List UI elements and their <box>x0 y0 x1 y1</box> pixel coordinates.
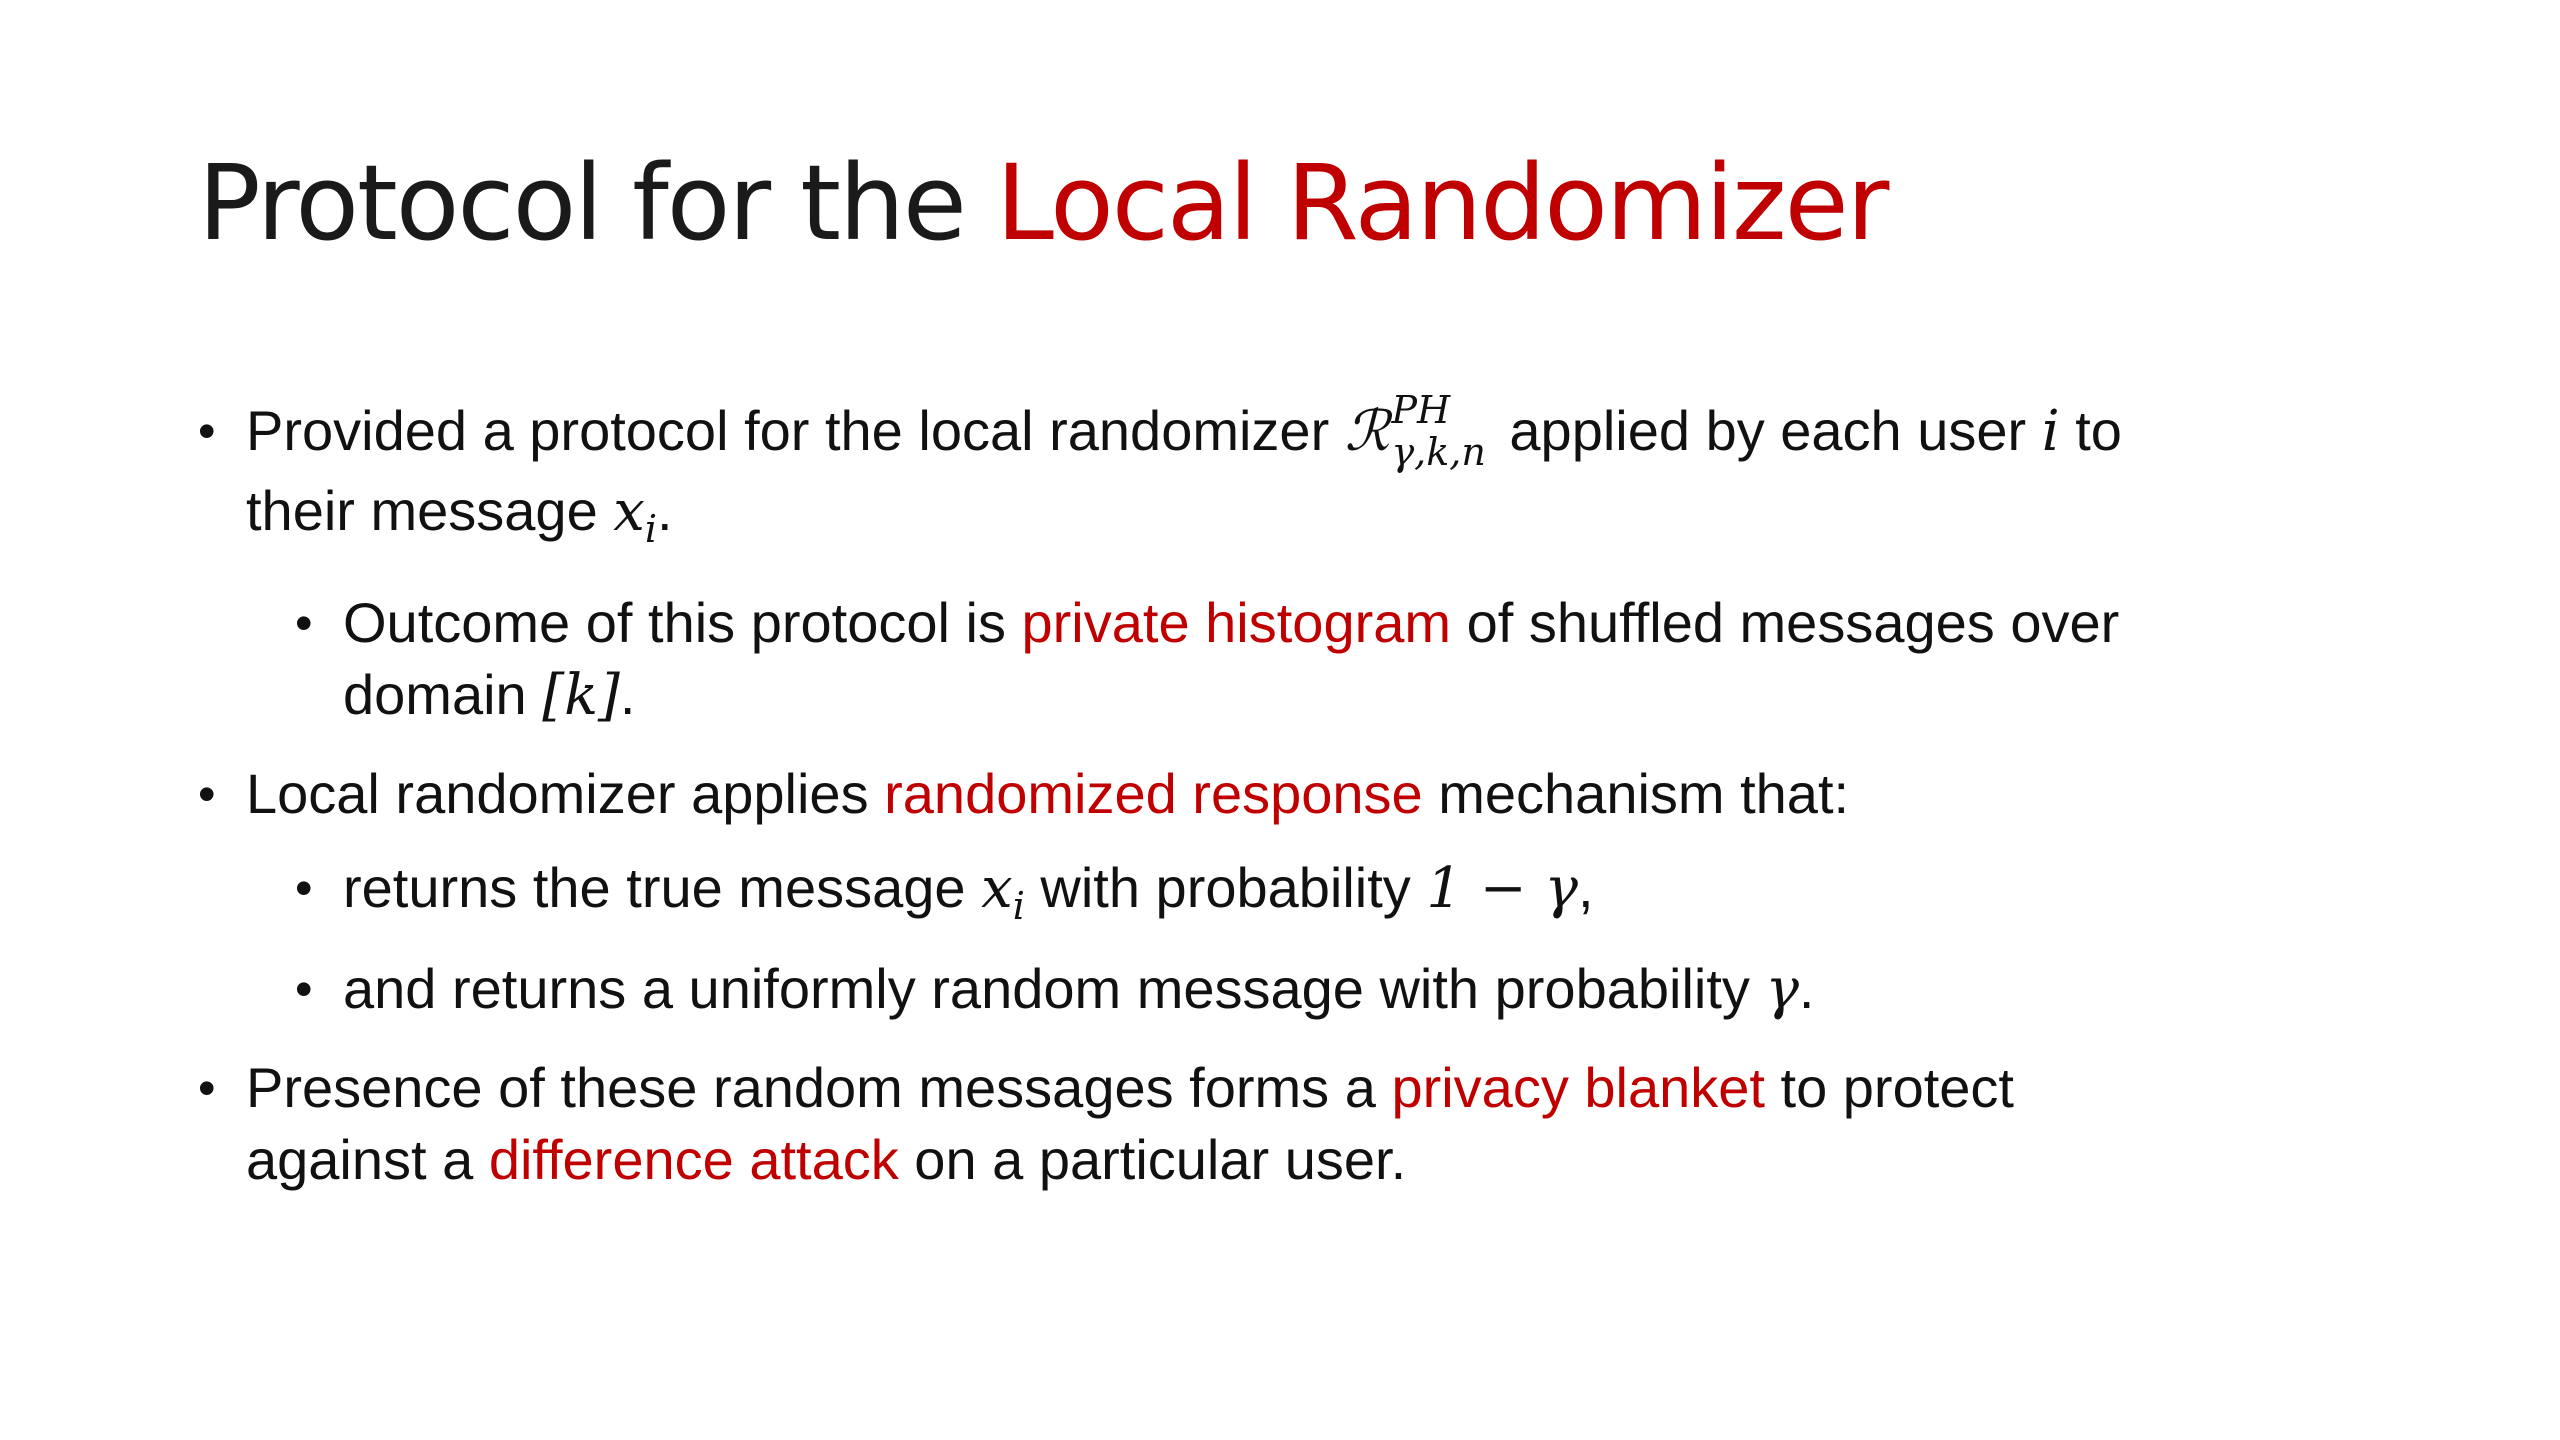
bullet-marker: • <box>198 766 216 823</box>
math-domain: [k] <box>542 663 620 729</box>
bullet-text: Local randomizer applies <box>246 762 885 826</box>
bullet-text: Presence of these random messages forms a <box>246 1055 1392 1119</box>
accent-private-histogram: private histogram <box>1021 591 1452 655</box>
bullet-text: . <box>657 479 673 543</box>
bullet-marker: • <box>198 403 216 459</box>
bullet-text: mechanism that: <box>1422 762 1850 826</box>
accent-privacy-blanket: privacy blanket <box>1391 1055 1765 1119</box>
bullet-text: of shuffled messages over domain <box>343 591 2120 727</box>
bullet-marker: • <box>198 1059 216 1116</box>
math-x-subscript: i <box>1012 884 1025 929</box>
bullet-text: with probability <box>1024 856 1427 920</box>
bullet-text: Outcome of this protocol is <box>343 591 1022 655</box>
title-plain: Protocol for the <box>198 142 996 264</box>
randomizer-subscript: γ,k,n <box>1391 430 1486 475</box>
bullet-text: Provided a protocol for the local randomizer <box>246 399 1345 462</box>
math-gamma: γ <box>1765 956 1799 1022</box>
sub-bullet-random-message <box>295 953 2198 1026</box>
accent-difference-attack: difference attack <box>488 1127 899 1191</box>
sub-bullet-true-message <box>295 852 2198 942</box>
bullet-list <box>198 388 2198 1218</box>
bullet-marker: • <box>295 860 313 917</box>
bullet-text: to protect against a <box>246 1055 2014 1191</box>
randomizer-symbol: ℛ <box>1344 399 1390 464</box>
randomizer-superscript: PH <box>1391 388 1451 433</box>
math-x: x <box>981 856 1013 922</box>
math-one-minus-gamma: 1 − γ <box>1426 856 1578 922</box>
bullet-text: returns the true message <box>343 856 982 920</box>
sub-bullet-outcome <box>295 587 2198 732</box>
bullet-text: on a particular user. <box>898 1127 1407 1191</box>
bullet-privacy-blanket <box>198 1052 2198 1196</box>
accent-randomized-response: randomized response <box>884 762 1423 826</box>
math-i: i <box>2041 399 2060 464</box>
bullet-text: to their message <box>246 399 2122 543</box>
bullet-randomized-response <box>198 758 2198 830</box>
randomizer-indices <box>1391 388 1486 475</box>
math-x-subscript: i <box>644 507 658 552</box>
bullet-text: , <box>1577 856 1594 920</box>
math-x: x <box>613 479 645 545</box>
title-accent: Local Randomizer <box>995 142 1888 264</box>
bullet-marker: • <box>295 960 313 1017</box>
bullet-marker: • <box>295 595 313 652</box>
bullet-text: . <box>619 663 636 727</box>
bullet-text: and returns a uniformly random message with probability <box>343 956 1766 1020</box>
bullet-protocol <box>198 388 2198 565</box>
slide-title <box>198 142 1888 264</box>
bullet-text: applied by each user <box>1493 399 2042 462</box>
bullet-text: . <box>1798 956 1815 1020</box>
